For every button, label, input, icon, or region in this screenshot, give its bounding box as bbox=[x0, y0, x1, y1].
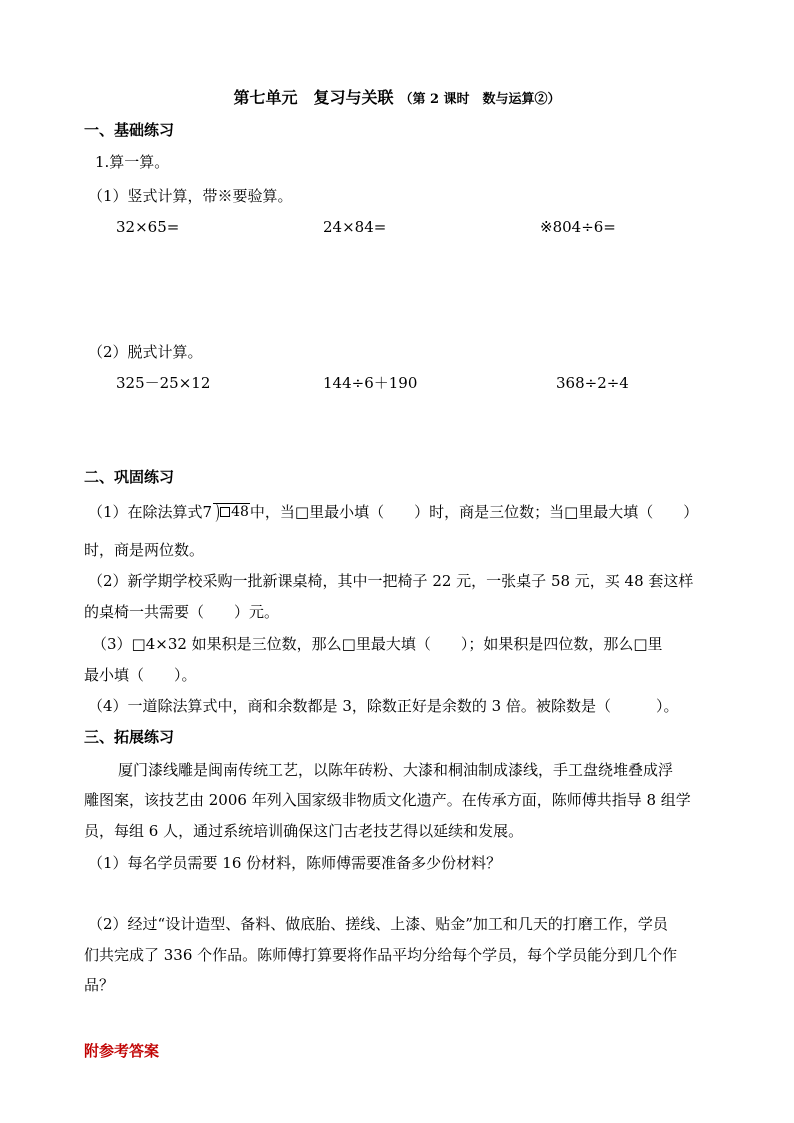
section2-heading: 二、巩固练习 bbox=[84, 468, 175, 486]
section2-q1-line2: 时，商是两位数。 bbox=[84, 541, 205, 559]
section3-para-line2: 雕图案，该技艺由 2006 年列入国家级非物质文化遗产。在传承方面，陈师傅共指导 8 组学 bbox=[84, 791, 691, 809]
calc-item-1: 32×65= bbox=[116, 218, 180, 236]
section3-para-line1: 厦门漆线雕是闽南传统工艺，以陈年砖粉、大漆和桐油制成漆线，手工盘绕堆叠成浮 bbox=[118, 761, 674, 779]
stepwise-item-2: 144÷6＋190 bbox=[323, 374, 418, 392]
section1-part2-label: （2）脱式计算。 bbox=[88, 343, 203, 361]
section2-q3-line1: （3）□4×32 如果积是三位数，那么□里最大填（ ）；如果积是四位数，那么□里 bbox=[92, 635, 663, 653]
section1-q1: 1.算一算。 bbox=[95, 153, 170, 171]
q1-text-before: （1）在除法算式 bbox=[88, 503, 203, 521]
calc-item-2: 24×84= bbox=[323, 218, 387, 236]
section1-heading: 一、基础练习 bbox=[84, 121, 175, 139]
section2-q2-line2: 的桌椅一共需要（ ）元。 bbox=[84, 603, 280, 621]
page-title bbox=[0, 88, 794, 110]
section3-q2-line3: 品？ bbox=[84, 976, 115, 994]
stepwise-item-3: 368÷2÷4 bbox=[556, 374, 629, 392]
title-sub: （第 2 课时 数与运算②） bbox=[399, 92, 561, 107]
section3-q2-line1: （2）经过“设计造型、备料、做底胎、搓线、上漆、贴金”加工和几天的打磨工作，学员 bbox=[88, 915, 668, 933]
section1-part1-label: （1）竖式计算，带※要验算。 bbox=[88, 187, 293, 205]
section2-q4: （4）一道除法算式中，商和余数都是 3，除数正好是余数的 3 倍。被除数是（ ）。 bbox=[88, 697, 679, 715]
vertical-calc-row bbox=[0, 217, 794, 237]
section3-heading: 三、拓展练习 bbox=[84, 728, 175, 746]
section3-q1: （1）每名学员需要 16 份材料，陈师傅需要准备多少份材料？ bbox=[88, 854, 502, 872]
answer-key-label: 附参考答案 bbox=[84, 1042, 160, 1060]
q1-dividend-tail: 48 bbox=[231, 504, 249, 520]
section2-q1-line1 bbox=[88, 502, 698, 522]
q1-divisor: 7 bbox=[202, 503, 213, 521]
q1-text-after: 中，当□里最小填（ ）时，商是三位数；当□里最大填（ ） bbox=[249, 503, 699, 521]
section2-q3-line2: 最小填（ ）。 bbox=[84, 666, 197, 684]
section2-q2-line1: （2）新学期学校采购一批新课桌椅，其中一把椅子 22 元，一张桌子 58 元，买 48 套这样 bbox=[88, 572, 694, 590]
stepwise-item-1: 325－25×12 bbox=[116, 374, 211, 392]
calc-item-3: ※804÷6= bbox=[540, 218, 616, 236]
stepwise-calc-row bbox=[0, 373, 794, 393]
title-main: 第七单元 复习与关联 bbox=[233, 88, 394, 107]
section3-q2-line2: 们共完成了 336 个作品。陈师傅打算要将作品平均分给每个学员，每个学员能分到几个作 bbox=[84, 946, 678, 964]
section3-para-line3: 员，每组 6 人，通过系统培训确保这门古老技艺得以延续和发展。 bbox=[84, 822, 524, 840]
blank-box-icon bbox=[220, 507, 230, 517]
long-division-bracket bbox=[213, 503, 250, 520]
